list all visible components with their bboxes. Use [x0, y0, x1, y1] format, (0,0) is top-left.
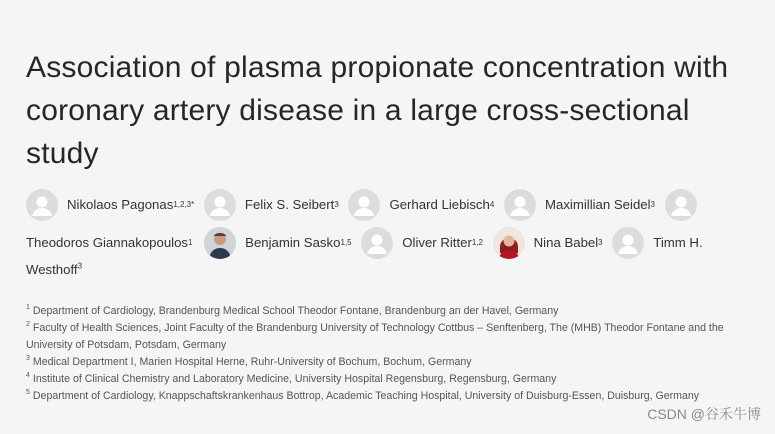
affiliation-item — [26, 320, 726, 354]
author-name: Nikolaos Pagonas — [67, 196, 174, 212]
author-name: Theodoros Giannakopoulos — [26, 234, 189, 250]
affiliation-number: 3 — [26, 355, 30, 363]
author-name: Felix S. Seibert — [244, 196, 335, 212]
affiliation-number: 1 — [26, 304, 30, 312]
author-list — [26, 184, 766, 225]
author-item[interactable]: Maximillian Seidel 3 — [504, 185, 655, 225]
affiliation-list — [26, 303, 726, 405]
article-title: Association of plasma propionate concentration with coronary artery disease in a large cross-sectional study — [26, 51, 729, 171]
avatar-placeholder-icon — [361, 227, 393, 259]
affiliation-number: 5 — [26, 389, 30, 397]
author-list-row-2 — [26, 222, 766, 263]
affiliation-text: Department of Cardiology, Brandenburg Medical School Theodor Fontane, Brandenburg an der Havel, Germany — [32, 305, 559, 317]
avatar-placeholder-icon — [665, 189, 697, 221]
author-item[interactable]: Benjamin Sasko 1,5 — [204, 223, 351, 263]
affiliation-number: 4 — [26, 372, 30, 380]
author-name: Oliver Ritter — [402, 234, 472, 250]
author-item[interactable]: Nikolaos Pagonas 1,2,3* — [26, 185, 194, 225]
avatar-placeholder-icon — [348, 189, 380, 221]
affiliation-text: Faculty of Health Sciences, Joint Faculty of the Brandenburg University of Technology Cottbus – Senftenberg, The (MHB) Theodor Fontane and the University of Potsdam, Potsdam, Germany — [26, 322, 724, 351]
author-name: Benjamin Sasko — [245, 234, 341, 250]
affiliation-number: 2 — [26, 321, 30, 329]
avatar-placeholder-icon — [504, 189, 536, 221]
author-item[interactable]: Theodoros Giannakopoulos 1 — [26, 223, 192, 263]
author-name: Maximillian Seidel — [545, 196, 651, 212]
author-photo-icon — [493, 227, 525, 259]
author-item[interactable] — [612, 223, 702, 263]
author-item[interactable]: Nina Babel 3 — [493, 223, 603, 263]
author-photo-icon — [204, 227, 236, 259]
author-name-continuation[interactable] — [26, 262, 82, 277]
affiliation-item — [26, 371, 726, 388]
affiliation-item — [26, 354, 726, 371]
author-affiliation-ref: 3 — [77, 261, 83, 271]
avatar-placeholder-icon — [612, 227, 644, 259]
author-item[interactable]: Felix S. Seibert 3 — [204, 185, 339, 225]
avatar-placeholder-icon — [204, 189, 236, 221]
affiliation-item — [26, 388, 726, 405]
author-name: Timm H. — [653, 234, 703, 250]
affiliation-item — [26, 303, 726, 320]
author-item[interactable]: Oliver Ritter 1,2 — [361, 223, 483, 263]
author-item[interactable]: Gerhard Liebisch 4 — [348, 185, 494, 225]
author-name: Westhoff — [26, 262, 78, 277]
author-name: Nina Babel — [533, 234, 599, 250]
affiliation-text: Department of Cardiology, Knappschaftskrankenhaus Bottrop, Academic Teaching Hospital, University of Duisburg-Essen, Duisburg, Germany — [32, 390, 700, 402]
author-name: Gerhard Liebisch — [389, 196, 490, 212]
affiliation-text: Institute of Clinical Chemistry and Laboratory Medicine, University Hospital Regensburg, Regensburg, Germany — [32, 373, 557, 385]
author-item[interactable] — [665, 189, 697, 221]
avatar-placeholder-icon — [26, 189, 58, 221]
watermark: CSDN @谷禾牛博 — [647, 406, 761, 422]
affiliation-text: Medical Department I, Marien Hospital Herne, Ruhr-University of Bochum, Bochum, Germany — [32, 356, 472, 368]
